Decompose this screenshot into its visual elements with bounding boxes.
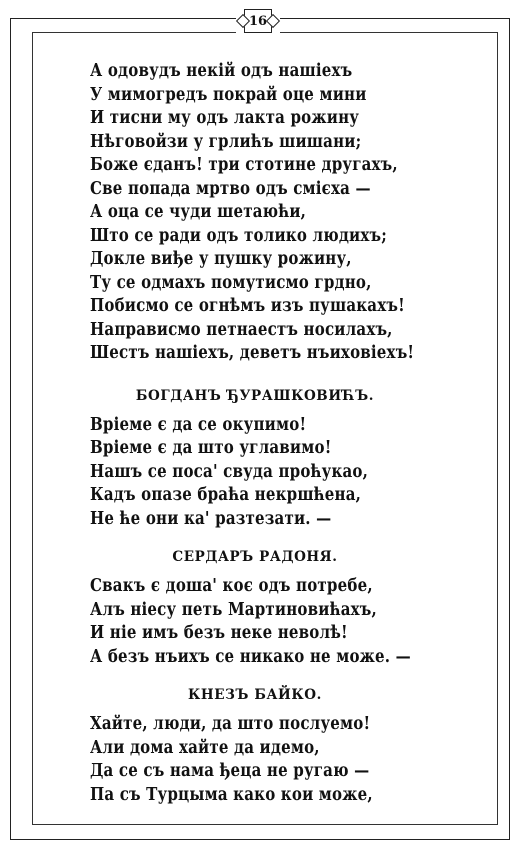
speaker-heading: СЕРДАРЪ РАДОНЯ. (172, 549, 338, 565)
verse-line: Што се ради одъ толико людихъ; (90, 225, 387, 246)
verse-line: Не ће они ка' разтезати. — (90, 508, 332, 529)
page-number-ornament (236, 8, 280, 34)
verse-line: Па съ Турцыма како кои може, (90, 784, 373, 805)
verse-line: Да се съ нама ђеца не ругаю — (90, 761, 370, 781)
stanza (90, 549, 490, 669)
verse-line: Шестъ нашіехъ, деветъ нъиховіехъ! (90, 343, 415, 363)
verse-line: Ту се одмахъ помутисмо грдно, (90, 272, 372, 293)
stanza (90, 687, 490, 807)
verse-line: И тисни му одъ лакта рожину (90, 108, 360, 128)
page-number: 16 (244, 9, 272, 33)
verse-line: Кадъ опазе браћа некршћена, (90, 485, 362, 505)
speaker-heading: КНЕЗЪ БАЙКО. (188, 687, 322, 703)
verse-line: Побисмо се огнѣмъ изъ пушакахъ! (90, 296, 405, 316)
verse-line: Али дома хайте да идемо, (90, 737, 320, 758)
verse-line: Докле виђе у пушку рожину, (90, 249, 352, 269)
verse-line: А одовудъ некій одъ нашіехъ (90, 61, 353, 81)
verse-line: Нашъ се поса' свуда проћукао, (90, 461, 369, 482)
verse-line: Све попада мртво одъ смієха — (90, 178, 371, 199)
poem-text (90, 60, 490, 807)
verse-line: Хайте, люди, да што послуемо! (90, 714, 371, 734)
verse-line: А безъ нъихъ се никако не може. — (90, 646, 411, 667)
verse-line: И ніе имъ безъ неке неволѣ! (90, 623, 348, 643)
stanza (90, 60, 490, 366)
verse-line: Вріеме є да што углавимо! (90, 438, 332, 458)
stanza (90, 388, 490, 532)
verse-line: А оца се чуди шетаюћи, (90, 202, 307, 222)
verse-line: Нѣговойзи у грлићъ шишани; (90, 131, 362, 152)
verse-line: Алъ ніесу петь Мартиновићахъ, (90, 599, 377, 620)
verse-line: Свакъ є доша' коє одъ потребе, (90, 576, 373, 596)
speaker-heading: БОГДАНЪ ЂУРАШКОВИЋЪ. (135, 387, 375, 404)
verse-line: Вріеме є да се окупимо! (90, 414, 307, 435)
verse-line: Направисмо петнаестъ носилахъ, (90, 319, 393, 340)
verse-line: Боже єданъ! три стотине другахъ, (90, 155, 398, 175)
verse-line: У мимогредъ покрай оце мини (90, 84, 367, 105)
